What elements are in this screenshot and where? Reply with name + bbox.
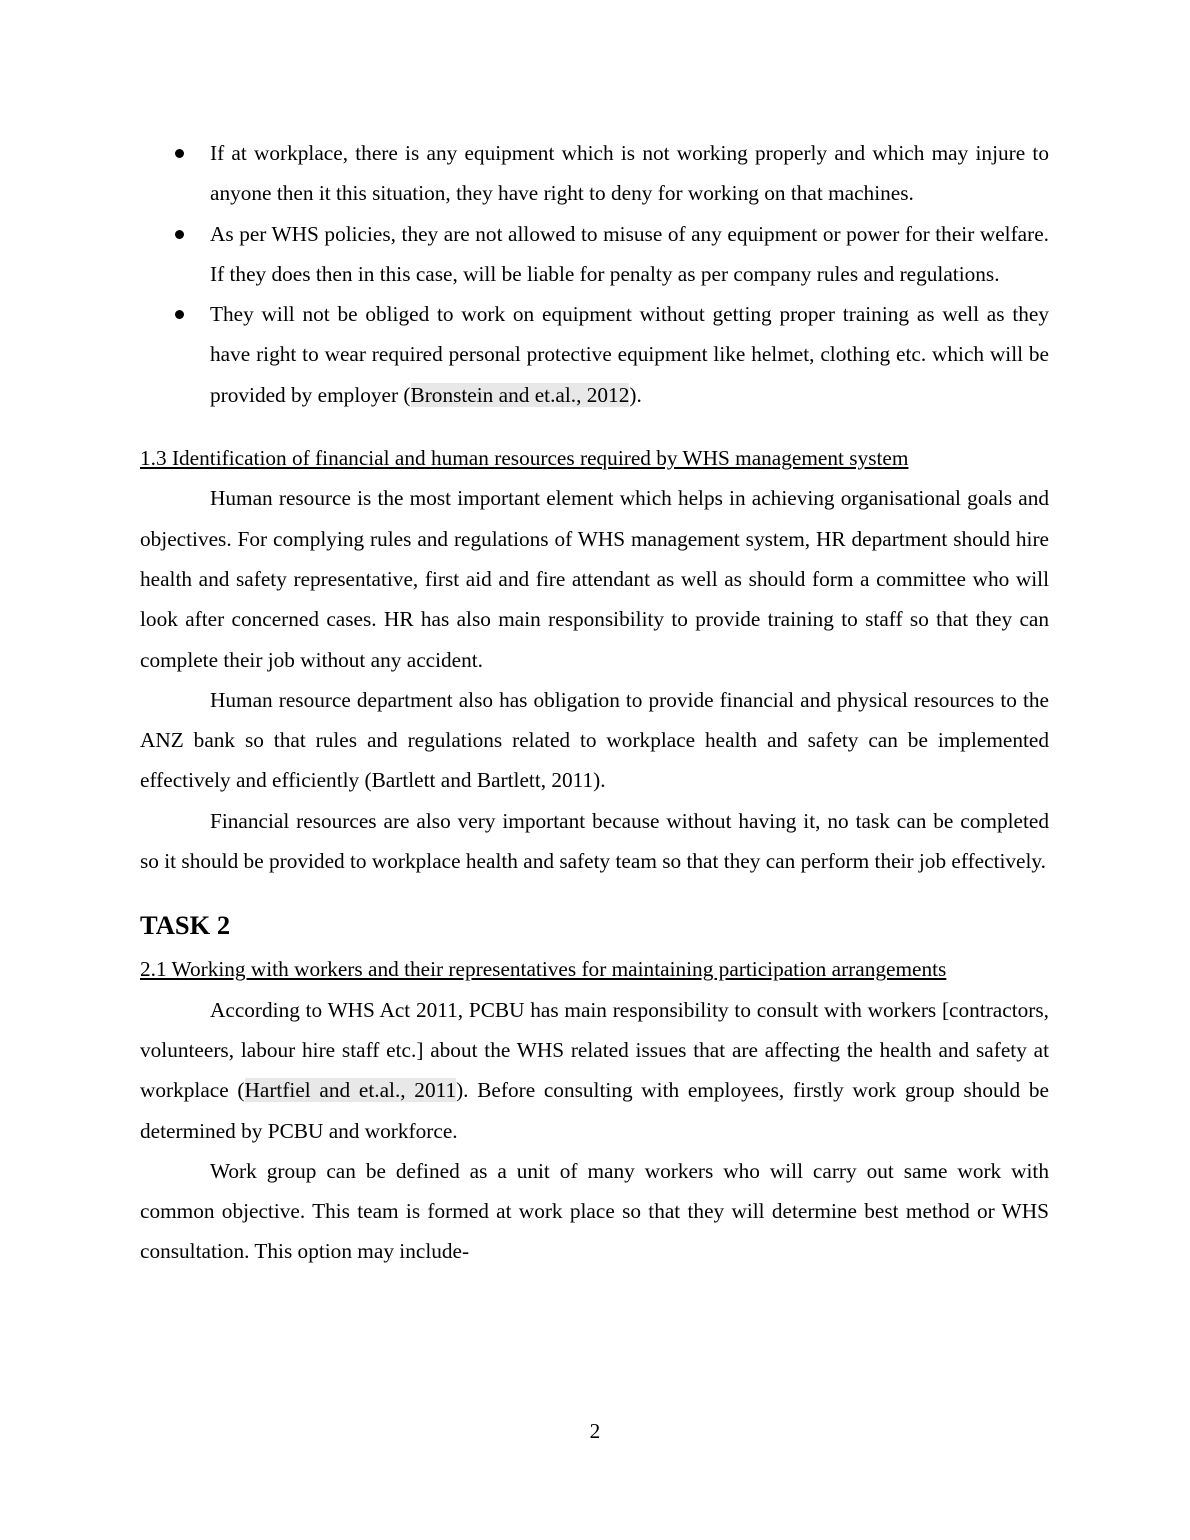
citation-bronstein: Bronstein and et.al., 2012 <box>410 382 630 407</box>
paragraph: Human resource is the most important element which helps in achieving organisational goals and objectives. For complying rules and regulations of WHS management system, HR department should hire health and safety representative, first aid and fire attendant as well as should form a committee who will look after concerned cases. HR has also main responsibility to provide training to staff so that they can complete their job without any accident. <box>140 486 1049 672</box>
bullet-text-after: ). <box>629 382 642 407</box>
section-heading-1-3: 1.3 Identification of financial and human resources required by WHS management system <box>140 446 909 471</box>
bullet-text: As per WHS policies, they are not allowed to misuse of any equipment or power for their welfare. If they does then in this case, will be liable for penalty as per company rules and regulations. <box>210 221 1049 286</box>
paragraph: Financial resources are also very important because without having it, no task can be completed so it should be provided to workplace health and safety team so that they can perform their job effectively. <box>140 808 1049 874</box>
list-item <box>140 294 1049 415</box>
paragraph: Work group can be defined as a unit of many workers who will carry out same work with common objective. This team is formed at work place so that they will determine best method or WHS consultation. This option may include- <box>140 1158 1049 1264</box>
bullet-icon <box>175 149 184 158</box>
list-item <box>140 214 1049 295</box>
bullet-text-before: They will not be obliged to work on equipment without getting proper training as well as they have right to wear required personal protective equipment like helmet, clothing etc. which will be provided by employer ( <box>210 302 1049 407</box>
bullet-icon <box>175 230 184 239</box>
rights-bullet-list <box>140 133 1049 415</box>
paragraph <box>140 990 1049 1151</box>
section-heading-2-1: 2.1 Working with workers and their representatives for maintaining participation arrangements <box>140 957 947 982</box>
paragraph-text-before: According to WHS Act 2011, PCBU has main responsibility to consult with workers [contractors, volunteers, labour hire staff etc.] about the WHS related issues that are affecting the health and safety at workplace ( <box>140 997 1049 1103</box>
page-number: 2 <box>589 1419 601 1443</box>
bullet-icon <box>175 310 184 319</box>
bullet-text: If at workplace, there is any equipment which is not working properly and which may injure to anyone then it this situation, they have right to deny for working on that machines. <box>210 141 1049 206</box>
paragraph: Human resource department also has obligation to provide financial and physical resources to the ANZ bank so that rules and regulations related to workplace health and safety can be implemented effectively and efficiently (Bartlett and Bartlett, 2011). <box>140 687 1049 793</box>
paragraph-text-after: ). Before consulting with employees, firstly work group should be determined by PCBU and workforce. <box>140 1078 1049 1143</box>
list-item <box>140 133 1049 214</box>
citation-hartfiel: Hartfiel and et.al., 2011 <box>244 1078 457 1103</box>
task-2-heading: TASK 2 <box>140 910 231 941</box>
page-content <box>140 133 1049 1272</box>
